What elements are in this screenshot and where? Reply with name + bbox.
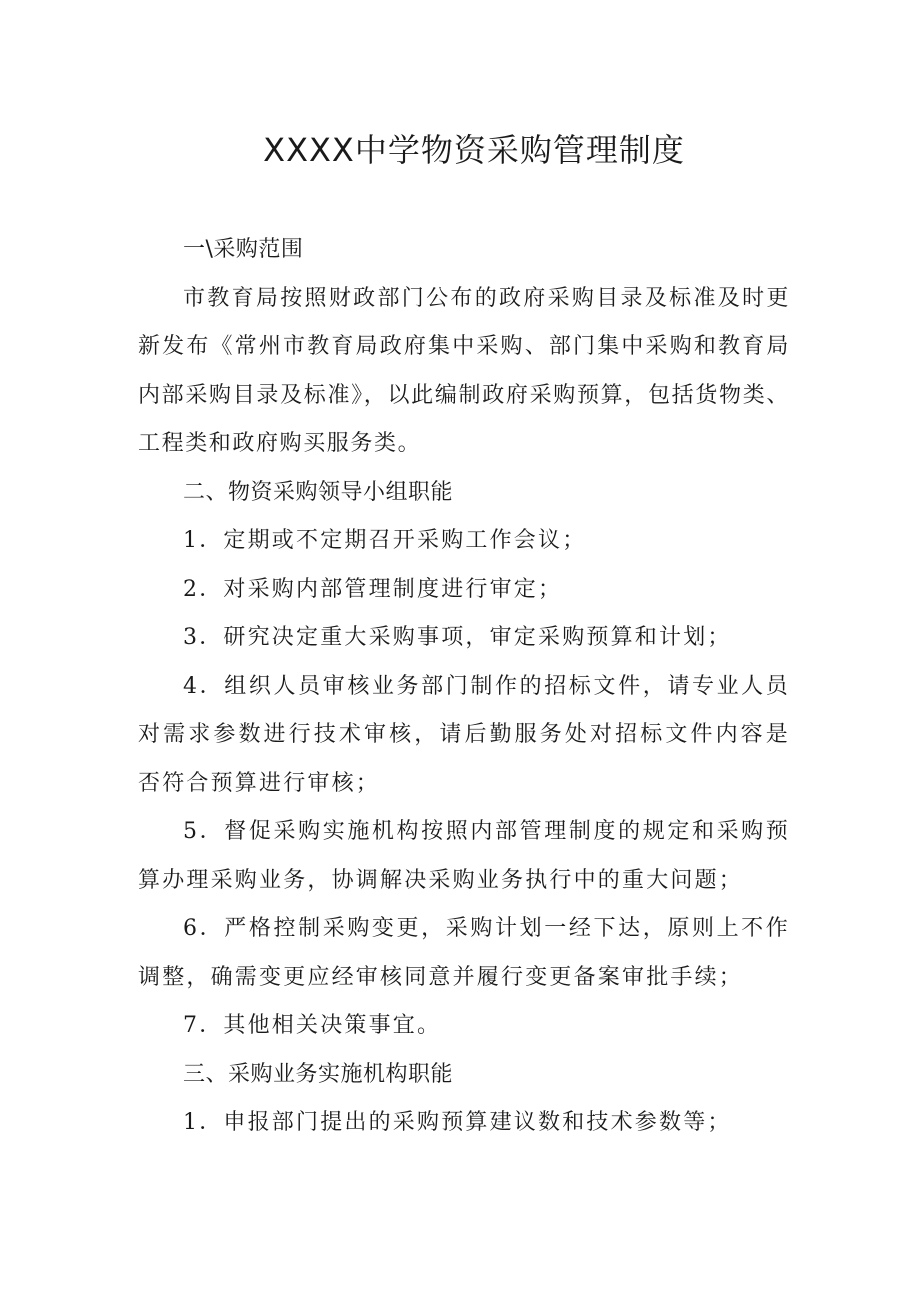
list-item: 1．定期或不定期召开采购工作会议； (183, 528, 587, 553)
document-title: XXXX中学物资采购管理制度 (263, 131, 685, 169)
section-heading-implementation: 三、采购业务实施机构职能 (183, 1061, 454, 1087)
section-heading-scope: 一\采购范围 (183, 237, 304, 262)
section-heading-leadership: 二、物资采购领导小组职能 (183, 479, 454, 505)
paragraph-scope: 市教育局按照财政部门公布的政府采购目录及标准及时更新发布《常州市教育局政府集中采购、部门集中采购和教育局内部采购目录及标准》，以此编制政府采购预算，包括货物类、工程类和政府购买服务类。 (138, 285, 790, 456)
list-item: 5．督促采购实施机构按照内部管理制度的规定和采购预算办理采购业务，协调解决采购业务执行中的重大问题； (138, 819, 790, 893)
list-item: 4．组织人员审核业务部门制作的招标文件，请专业人员对需求参数进行技术审核，请后勤服务处对招标文件内容是否符合预算进行审核； (138, 673, 790, 796)
list-item: 7．其他相关决策事宜。 (183, 1013, 442, 1038)
list-item: 1．申报部门提出的采购预算建议数和技术参数等； (183, 1110, 732, 1135)
list-item: 6．严格控制采购变更，采购计划一经下达，原则上不作调整，确需变更应经审核同意并履行变更备案审批手续； (138, 916, 790, 990)
document-body (138, 226, 790, 1148)
list-item: 3．研究决定重大采购事项，审定采购预算和计划； (183, 625, 732, 650)
list-item: 2．对采购内部管理制度进行审定； (183, 576, 563, 602)
